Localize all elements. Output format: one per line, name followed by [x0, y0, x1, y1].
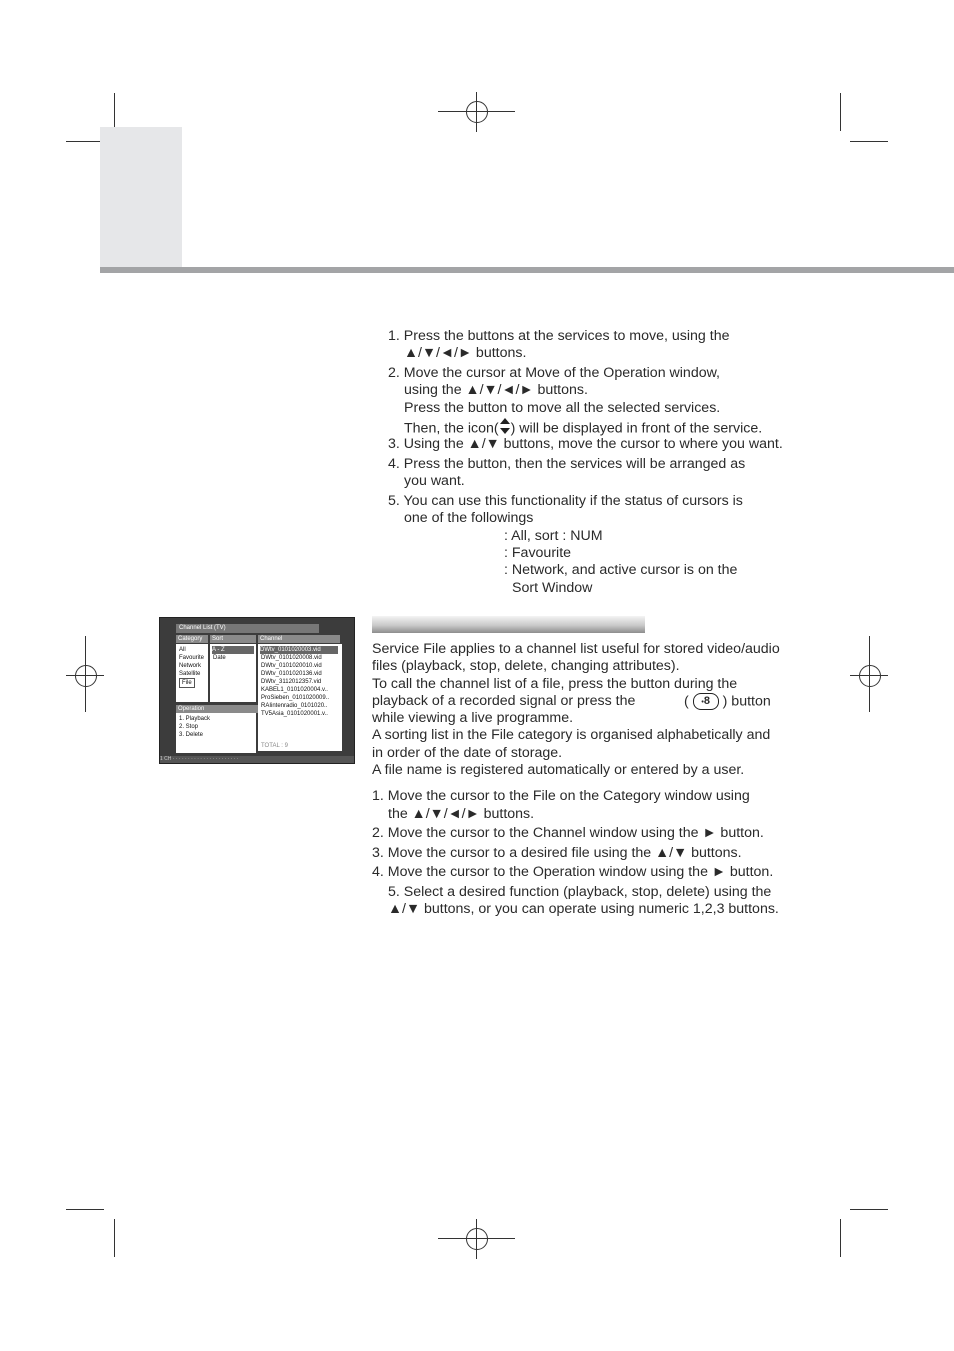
crop-mark: [114, 1219, 115, 1257]
button-number: 8: [703, 695, 710, 707]
registration-mark-icon: [859, 665, 881, 687]
total-value: 9: [284, 743, 288, 749]
section-heading-bar: [372, 616, 645, 633]
sort-item: A - Z: [212, 646, 254, 654]
text-line: 5. Select a desired function (playback, stop, delete) using the: [388, 884, 772, 900]
registration-mark-icon: [75, 665, 97, 687]
screenshot-title: Channel List (TV): [176, 624, 319, 633]
text-line: the ▲/▼/◄/► buttons.: [388, 806, 535, 822]
header-rule: [100, 267, 954, 273]
text-fragment: ) button: [722, 693, 771, 710]
text-line: ▲/▼/◄/► buttons.: [404, 345, 527, 361]
text-line: Sort Window: [512, 580, 593, 596]
channel-item: DWtv_3112012357.vid: [261, 679, 322, 685]
channel-item: DWtv_0101020010.vid: [261, 663, 322, 669]
header-tab-block: [100, 127, 182, 267]
crop-mark: [66, 141, 104, 142]
text-line: Press the button to move all the selected services.: [404, 400, 721, 416]
channel-item: DWtv_0101020003.vid: [260, 646, 338, 654]
text-line: using the ▲/▼/◄/► buttons.: [404, 382, 588, 398]
category-header: Category: [176, 635, 208, 643]
category-item: All: [179, 647, 186, 653]
text-line: 3. Move the cursor to a desired file using the ▲/▼ buttons.: [372, 845, 742, 861]
operation-item: 1. Playback: [179, 716, 211, 722]
file-list-button-icon: [693, 693, 719, 710]
sort-item: Date: [213, 655, 226, 661]
crop-mark: [840, 93, 841, 131]
crop-mark: [66, 1209, 104, 1210]
text-line: [684, 693, 771, 710]
text-line: 4. Move the cursor to the Operation window using the ► button.: [372, 864, 774, 880]
sort-panel: [210, 644, 256, 702]
category-item: Network: [179, 663, 202, 669]
channel-item: DWtv_0101020008.vid: [261, 655, 322, 661]
text-line: 2. Move the cursor at Move of the Operation window,: [388, 365, 720, 381]
total-label-text: TOTAL :: [261, 743, 283, 749]
total-label: [261, 742, 288, 750]
crop-mark: [114, 93, 115, 131]
text-line: 1. Move the cursor to the File on the Category window using: [372, 788, 750, 804]
text-line: 1. Press the buttons at the services to move, using the: [388, 328, 730, 344]
sort-header: Sort: [210, 635, 256, 643]
channel-list-screenshot: [159, 617, 355, 764]
operation-panel: [176, 713, 256, 753]
crop-mark: [476, 1219, 477, 1259]
crop-mark: [850, 141, 888, 142]
bullet-glyph: •: [701, 699, 704, 706]
crop-mark: [85, 636, 86, 712]
text-line: A file name is registered automatically or entered by a user.: [372, 762, 745, 778]
channel-item: DWtv_0101020136.vid: [261, 671, 322, 677]
crop-mark: [850, 1209, 888, 1210]
text-line: 2. Move the cursor to the Channel window using the ► button.: [372, 825, 764, 841]
channel-item: KABEL1_0101020004.v..: [261, 687, 328, 693]
text-line: in order of the date of storage.: [372, 745, 563, 761]
text-line: : All, sort : NUM: [504, 528, 603, 544]
text-line: : Favourite: [504, 545, 572, 561]
text-line: 3. Using the ▲/▼ buttons, move the cursor to where you want.: [388, 436, 783, 452]
text-line: while viewing a live programme.: [372, 710, 574, 726]
category-panel: [176, 644, 208, 702]
text-line: Service File applies to a channel list useful for stored video/audio: [372, 641, 780, 657]
text-line: files (playback, stop, delete, changing attributes).: [372, 658, 680, 674]
channel-item: RAIintenradio_0101020..: [261, 703, 328, 709]
category-item: Satellite: [179, 671, 201, 677]
operation-item: 2. Stop: [179, 724, 199, 730]
text-line: ▲/▼ buttons, or you can operate using numeric 1,2,3 buttons.: [388, 901, 779, 917]
channel-item: ProSieben_0101020009..: [261, 695, 330, 701]
crop-mark: [840, 1219, 841, 1257]
text-line: 4. Press the button, then the services will be arranged as: [388, 456, 746, 472]
category-item: File: [179, 678, 195, 688]
crop-mark: [869, 636, 870, 712]
text-fragment: (: [684, 693, 689, 710]
registration-mark-icon: [466, 101, 488, 123]
text-line: you want.: [404, 473, 465, 489]
operation-item: 3. Delete: [179, 732, 204, 738]
text-line: playback of a recorded signal or press the: [372, 693, 636, 709]
text-line: : Network, and active cursor is on the: [504, 562, 738, 578]
channel-header: Channel: [258, 635, 340, 643]
category-item: Favourite: [179, 655, 205, 661]
text-line: 5. You can use this functionality if the status of cursors is: [388, 493, 743, 509]
text-fragment: Then, the icon(: [404, 420, 499, 437]
channel-item: TV5Asia_0101020001.v..: [261, 711, 328, 717]
channel-panel: [258, 644, 342, 751]
text-line: A sorting list in the File category is organised alphabetically and: [372, 727, 771, 743]
operation-header: Operation: [176, 705, 258, 713]
crop-mark: [476, 92, 477, 132]
text-fragment: ) will be displayed in front of the service.: [510, 420, 763, 437]
text-line: To call the channel list of a file, press the button during the: [372, 676, 738, 692]
status-bar: 1 CH · · · · · · · · · · · · · · · · · · · · · ·: [160, 756, 354, 763]
registration-mark-icon: [466, 1228, 488, 1250]
text-line: one of the followings: [404, 510, 534, 526]
